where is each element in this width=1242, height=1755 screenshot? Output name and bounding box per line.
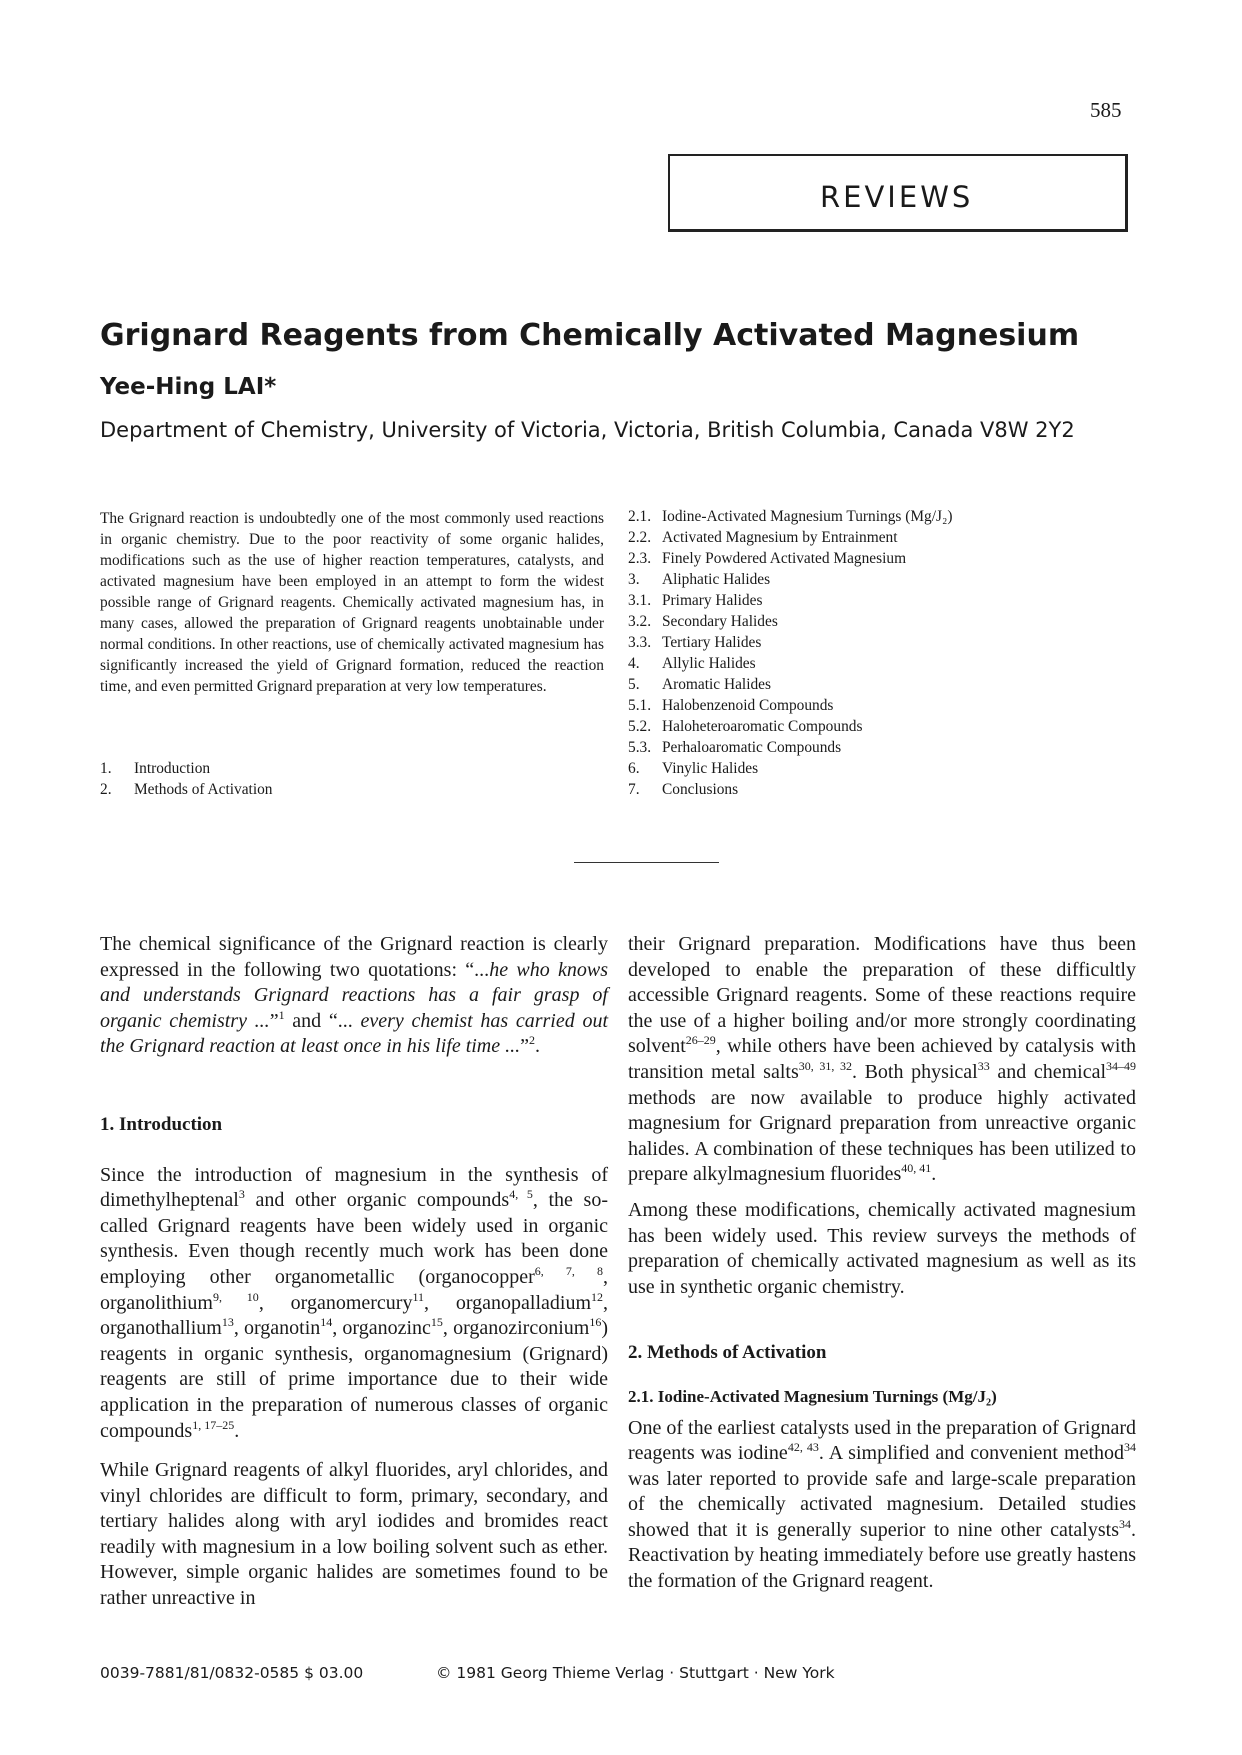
toc-entry[interactable]: 4. Allylic Halides (628, 655, 756, 672)
toc-entry[interactable]: 2.1. Iodine-Activated Magnesium Turnings (Mg/J₂) (628, 508, 953, 525)
citation-ref: 2 (529, 1033, 536, 1048)
table-of-contents-right (628, 506, 953, 800)
paragraph: While Grignard reagents of alkyl fluorides, aryl chlorides, and vinyl chlorides are difficult to form, primary, secondary, and tertiary halides along with aryl iodides and bromides react readily with magnesium in a low boiling solvent such as ether. However, simple organic halides are sometimes found to be rather unreactive in (100, 1459, 608, 1610)
citation-ref: 1 (278, 1007, 285, 1022)
paragraph: Among these modifications, chemically activated magnesium has been widely used. This review surveys the methods of preparation of chemically activated magnesium as well as its use in synthetic organic chemistry. (628, 1198, 1136, 1298)
paragraph: their Grignard preparation. Modifications have thus been developed to enable the preparation of these difficultly accessible Grignard reagents. Some of these reactions require the use of a higher boiling and/or more strongly coordinating solvent$^{26-29}$, while others have been achieved by catalysis with transition metal salts$^{30, 31, 32}$. Both physical$^{33}$ and chemical$^{34-49}$ methods are now available to produce highly activated magnesium for Grignard preparation from unreactive organic halides. A combination of these techniques has been utilized to prepare alkylmagnesium fluorides$^{40, 41}$. (628, 933, 1137, 1186)
section-label: REVIEWS (820, 180, 974, 214)
toc-entry[interactable]: 3.1. Primary Halides (628, 592, 763, 609)
toc-entry[interactable]: 5.2. Haloheteroaromatic Compounds (628, 718, 863, 735)
article-title: Grignard Reagents from Chemically Activated Magnesium (100, 318, 1080, 353)
article-author: Yee-Hing LAI* (100, 374, 277, 400)
body-column-left (100, 932, 608, 1612)
toc-entry[interactable]: 3.2. Secondary Halides (628, 613, 778, 630)
toc-entry[interactable]: 5.3. Perhaloaromatic Compounds (628, 739, 842, 756)
divider-rule (574, 862, 719, 863)
toc-entry[interactable]: 3. Aliphatic Halides (628, 571, 771, 588)
publisher-line: © 1981 Georg Thieme Verlag · Stuttgart · New York (436, 1664, 835, 1682)
toc-entry[interactable]: 5. Aromatic Halides (628, 676, 771, 693)
abstract: The Grignard reaction is undoubtedly one of the most commonly used reactions in organic chemistry. Due to the poor reactivity of some organic halides, modifications such as the use of higher reaction temperatures, catalysts, and activated magnesium have been employed in an attempt to form the widest possible range of Grignard reagents. Chemically activated magnesium has, in many cases, allowed the preparation of Grignard reagents unobtainable under normal conditions. In other reactions, use of chemically activated magnesium has significantly increased the yield of Grignard formation, reduced the reaction time, and even permitted Grignard preparation at very low temperatures. (100, 510, 604, 695)
intro-paragraph: The chemical significance of the Grignard reaction is clearly expressed in the following two quotations: “...he who knows and understands Grignard reactions has a fair grasp of organic chemistry ...”$^1$ and “... every chemist has carried out the Grignard reaction at least once in his life time ...”$^2$. (100, 933, 609, 1058)
section-heading: 1. Introduction (100, 1113, 223, 1135)
toc-entry[interactable]: 1. Introduction (100, 760, 211, 777)
page-number: 585 (1090, 98, 1122, 122)
paragraph: Since the introduction of magnesium in the synthesis of dimethylheptenal$^3$ and other organic compounds$^{4, 5}$, the so-called Grignard reagents have been widely used in organic synthesis. Even though recently much work has been done employing other organometallic (organocopper$^{6, 7, 8}$, organolithium$^{9, 10}$, organomercury$^{11}$, organopalladium$^{12}$, organothallium$^{13}$, organotin$^{14}$, organozinc$^{15}$, organozirconium$^{16}$) reagents in organic synthesis, organomagnesium (Grignard) reagents are still of prime importance due to their wide application in the preparation of numerous classes of organic compounds$^{1, 17-25}$. (100, 1163, 609, 1442)
toc-entry[interactable]: 6. Vinylic Halides (628, 760, 759, 777)
toc-entry[interactable]: 5.1. Halobenzenoid Compounds (628, 697, 834, 714)
article-code: 0039-7881/81/0832-0585 $ 03.00 (100, 1664, 364, 1682)
subsection-heading: 2.1. Iodine-Activated Magnesium Turnings (Mg/J₂) (628, 1386, 997, 1406)
toc-entry[interactable]: 7. Conclusions (628, 781, 739, 798)
section-label-box (668, 154, 1128, 232)
toc-entry[interactable]: 2.2. Activated Magnesium by Entrainment (628, 529, 898, 546)
body-column-right (628, 932, 1136, 1595)
toc-entry[interactable]: 2.3. Finely Powdered Activated Magnesium (628, 550, 907, 567)
table-of-contents-left (100, 758, 273, 800)
toc-entry[interactable]: 2. Methods of Activation (100, 781, 273, 798)
toc-entry[interactable]: 3.3. Tertiary Halides (628, 634, 762, 651)
paragraph: One of the earliest catalysts used in the preparation of Grignard reagents was iodine$^{42, 43}$. A simplified and convenient method$^{34}$ was later reported to provide safe and large-scale preparation of the chemically activated magnesium. Detailed studies showed that it is generally superior to nine other catalysts$^{34}$. Reactivation by heating immediately before use greatly hastens the formation of the Grignard reagent. (628, 1416, 1137, 1593)
author-affiliation: Department of Chemistry, University of Victoria, Victoria, British Columbia, Canada V8W 2Y2 (100, 418, 1075, 442)
section-heading: 2. Methods of Activation (628, 1342, 827, 1364)
